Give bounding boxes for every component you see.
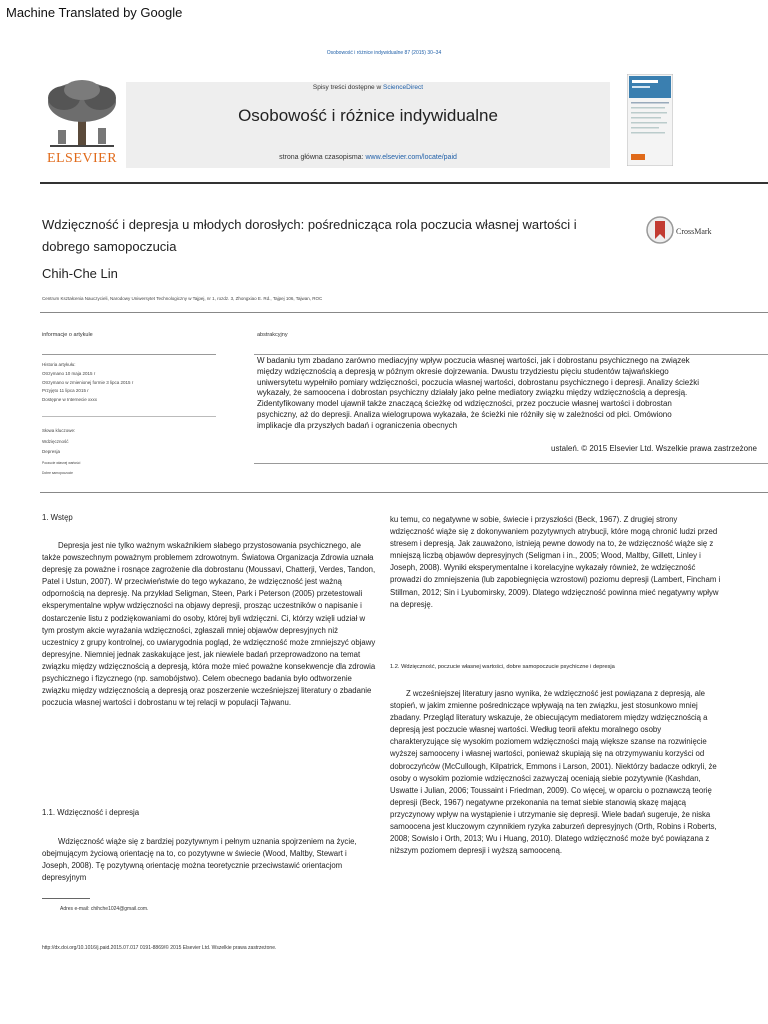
footnote-rule <box>42 898 90 899</box>
history-rule <box>42 416 216 417</box>
paragraph-text: Depresja jest nie tylko ważnym wskaźnikiem słabego przystosowania psychicznego, ale także powszechnym poważnym problemem zdrowotnym. Światowa Organizacja Zdrowia uznała depresję za poważne i rosnące zagrożenie dla dobrostanu (Moussavi, Chatterji, Verdes, Tandon, Patel i Ustun, 2007). W przeciwieństwie do tego wykazano, że wdzięczność jest ważną odpornością na depresję. Na przykład Seligman, Steen, Park i Peterson (2005) przetestowali eksperymentalne wpływ wdzięczności na objawy depresji, prosząc uczestników o napisanie i dostarczenie listu z podziękowaniami do osoby, której byli wdzięczni. Ci, którzy wzięli udział w tym prostym akcie wyrażania wdzięczności, zgłaszali mniej objawów depresyjnych niż uczestnicy z grupy kontrolnej, co uwiarygodnia pogląd, że wdzięczność może zmniejszyć objawy depresyjne. Niemniej jednak zaskakujące jest, jak niewiele badań przeprowadzono na temat związku między wdzięcznością a depresją, która może mieć poważne konsekwencje dla zdrowia psychicznego i fizycznego (np. samobójstwo). Celem obecnego badania było odtworzenie związku między wdzięcznością a depresją oraz poszerzenie wcześniejszej literatury o zbadanie poczucia własnej wartości i dobrostanu w tej relacji w populacji Tajwanu. <box>42 541 376 708</box>
publisher-wordmark: ELSEVIER <box>46 151 118 166</box>
abstract-bottom-rule <box>254 463 768 464</box>
journal-homepage-link[interactable]: www.elsevier.com/locate/paid <box>365 154 457 161</box>
keyword: Wdzięczność <box>42 438 69 444</box>
crossmark-label: CrossMark <box>676 227 712 236</box>
keywords-list <box>42 426 80 479</box>
contents-prefix: Spisy treści dostępne w <box>312 84 383 91</box>
keyword: Depresja <box>42 449 61 454</box>
right-column-paragraph-2 <box>390 688 722 857</box>
author-name: Chih-Che Lin <box>42 266 118 281</box>
crossmark-icon <box>645 215 675 245</box>
doi-link[interactable]: http://dx.doi.org/10.1016/j.paid.2015.07.017 0191-8869/© 2015 Elsevier Ltd. Wszelkie prawa zastrzeżone. <box>42 945 277 951</box>
email-footnote: Adres e-mail: chihche1024@gmail.com. <box>60 906 149 912</box>
homepage-prefix: strona główna czasopisma: <box>279 154 366 161</box>
journal-title: Osobowość i różnice indywidualne <box>238 106 498 125</box>
paragraph-text: Z wcześniejszej literatury jasno wynika, że wdzięczność jest powiązana z depresją, ale stopień, w jakim zmienne pośredniczące wpływają na ten związku, jest stosunkowo mniej zbadany. Przegląd literatury wskazuje, że obiecującym mediatorem między wdzięcznością a depresją jest poczucie własnej wartości. Według teorii afektu moralnego osoby charakteryzujące się wysokim poziomem wdzięczności mają większe szanse na rozwinięcie wyższej samooceny i własnej wartości, ponieważ skupiają się na otrzymywaniu korzyści od dobroczyńców (McCullough, Kilpatrick, Emmons i Larson, 2001). Niektórzy badacze odkryli, że osoby o wysokim poziomie wdzięczności zazwyczaj oceniają siebie pozytywnie (Kashdan, Uswatte i Julian, 2006; Toussaint i Friedman, 2009). Co więcej, w oparciu o poznawczą teorię depresji (Beck, 1967) negatywne przekonania na temat siebie stanowią skazę mającą przyczynowy wpływ na wystąpienie i utrzymanie się depresji. Wiele badań sugeruje, że niska samoocena jest kluczowym czynnikiem ryzyka zaburzeń depresyjnych (Orth, Robins i Roberts, 2008; Sowislo i Orth, 2013; Wu i Huang, 2010). Dlatego wdzięczność może być powiązana z niższym poziomem depresji i wyższą samooceną. <box>390 689 717 856</box>
journal-cover-image <box>627 74 673 166</box>
abstract-rule <box>254 354 768 355</box>
history-line: Otrzymano 10 maja 2015 r <box>42 370 96 376</box>
machine-translation-banner: Machine Translated by Google <box>6 5 183 20</box>
keywords-heading: Słowa kluczowe: <box>42 428 76 433</box>
abstract-copyright: ustaleń. © 2015 Elsevier Ltd. Wszelkie prawa zastrzeżone <box>551 444 757 453</box>
keyword: Dobre samopoczucie <box>42 471 73 475</box>
article-title: Wdzięczność i depresja u młodych dorosłych: pośrednicząca rola poczucia własnej wartości i dobrego samopoczucia <box>42 217 577 254</box>
article-info-heading: informacje o artykule <box>42 332 93 338</box>
sciencedirect-link[interactable]: ScienceDirect <box>382 84 424 91</box>
header-divider <box>40 182 768 184</box>
history-line: Historia artykułu: <box>42 362 76 367</box>
paragraph-text: ku temu, co negatywne w sobie, świecie i przyszłości (Beck, 1967). Z drugiej strony wdzięczność wiąże się z dokonywaniem pozytywnych atrybucji, które mogą chronić ludzi przed stresem i depresją. Jak zauważono, istnieją pewne dowody na to, że wdzięczność wiąże się z mniejszą liczbą objawów depresyjnych (Seligman i in., 2005; Wood, Maltby, Gillett, Linley i Joseph, 2008). Wyniki eksperymentalne i korelacyjne wykazały również, że wdzięczność prowadzi do zmniejszenia (lub zapobiegnięcia wzrostowi) poziomu depresji (Lambert, Fincham i Stillman, 2012; Sin i Lyubomirsky, 2009). Dlatego wdzięczność powinna mieć negatywny wpływ na depresję. <box>390 515 721 609</box>
keyword: Poczucie własnej wartości <box>42 460 81 465</box>
body-divider <box>40 492 768 493</box>
right-column-paragraph-1 <box>390 514 722 611</box>
section-heading-mediators: 1.2. Wdzięczność, poczucie własnej wartości, dobre samopoczucie psychiczne i depresja <box>390 664 615 670</box>
gratitude-paragraph <box>42 836 376 884</box>
contents-line <box>126 84 610 91</box>
history-line: Przyjęto 11 lipca 2015 r <box>42 388 89 394</box>
article-history <box>42 361 133 405</box>
section-heading-intro: 1. Wstęp <box>42 513 73 522</box>
journal-reference-link[interactable]: Osobowość i różnice indywidualne 87 (2015) 30–34 <box>326 50 442 56</box>
history-line: Dostępne w Internecie xxxx <box>42 397 98 403</box>
title-divider <box>40 312 768 313</box>
abstract-text: W badaniu tym zbadano zarówno mediacyjny wpływ poczucia własnej wartości, jak i dobrostanu psychicznego na związek między wdzięcznością a depresją w późnym okresie dojrzewania. Dwustu trzydziestu pięciu studentów tajwańskiego uniwersytetu wypełniło pomiary wdzięczności, poczucia własnej wartości, dobrostanu psychicznego i depresji. Analizy ścieżki wykazały, że samoocena i dobrostan psychiczny działały jako pełne mediatory związku między wdzięcznością a depresją. Zidentyfikowany model ujawnił także znaczącą ścieżkę od wdzięczności, przez poczucie własnej wartości i dobrostan psychiczny, aż do depresji. Analiza wielogrupowa wykazała, że ścieżki nie różniły się w zależności od płci. Omówiono implikacje dla przyszłych badań i ograniczenia obecnych <box>257 356 699 430</box>
abstract-heading: abstrakcyjny <box>257 332 288 338</box>
author-affiliation: Centrum Kształcenia Nauczycieli, Narodowy Uniwersytet Technologiczny w Tajpej, nr 1, rozdz. 3, Zhongxiao E. Rd., Tajpej 106, Tajwan, ROC <box>42 296 323 301</box>
intro-paragraph <box>42 540 376 709</box>
paragraph-text: Wdzięczność wiąże się z bardziej pozytywnym i pełnym uznania spojrzeniem na życie, obejmującym życiową orientację na to, co pozytywne w świecie (Wood, Maltby, Stewart i Joseph, 2008). Tę pozytywną orientację można teoretycznie przeciwstawić orientacjom depresyjnym <box>42 837 357 883</box>
history-line: Otrzymano w zmienionej formie 3 lipca 2015 r <box>42 379 134 385</box>
homepage-line <box>126 154 610 161</box>
section-heading-gratitude-depression: 1.1. Wdzięczność i depresja <box>42 808 140 817</box>
article-info-rule <box>42 354 216 355</box>
